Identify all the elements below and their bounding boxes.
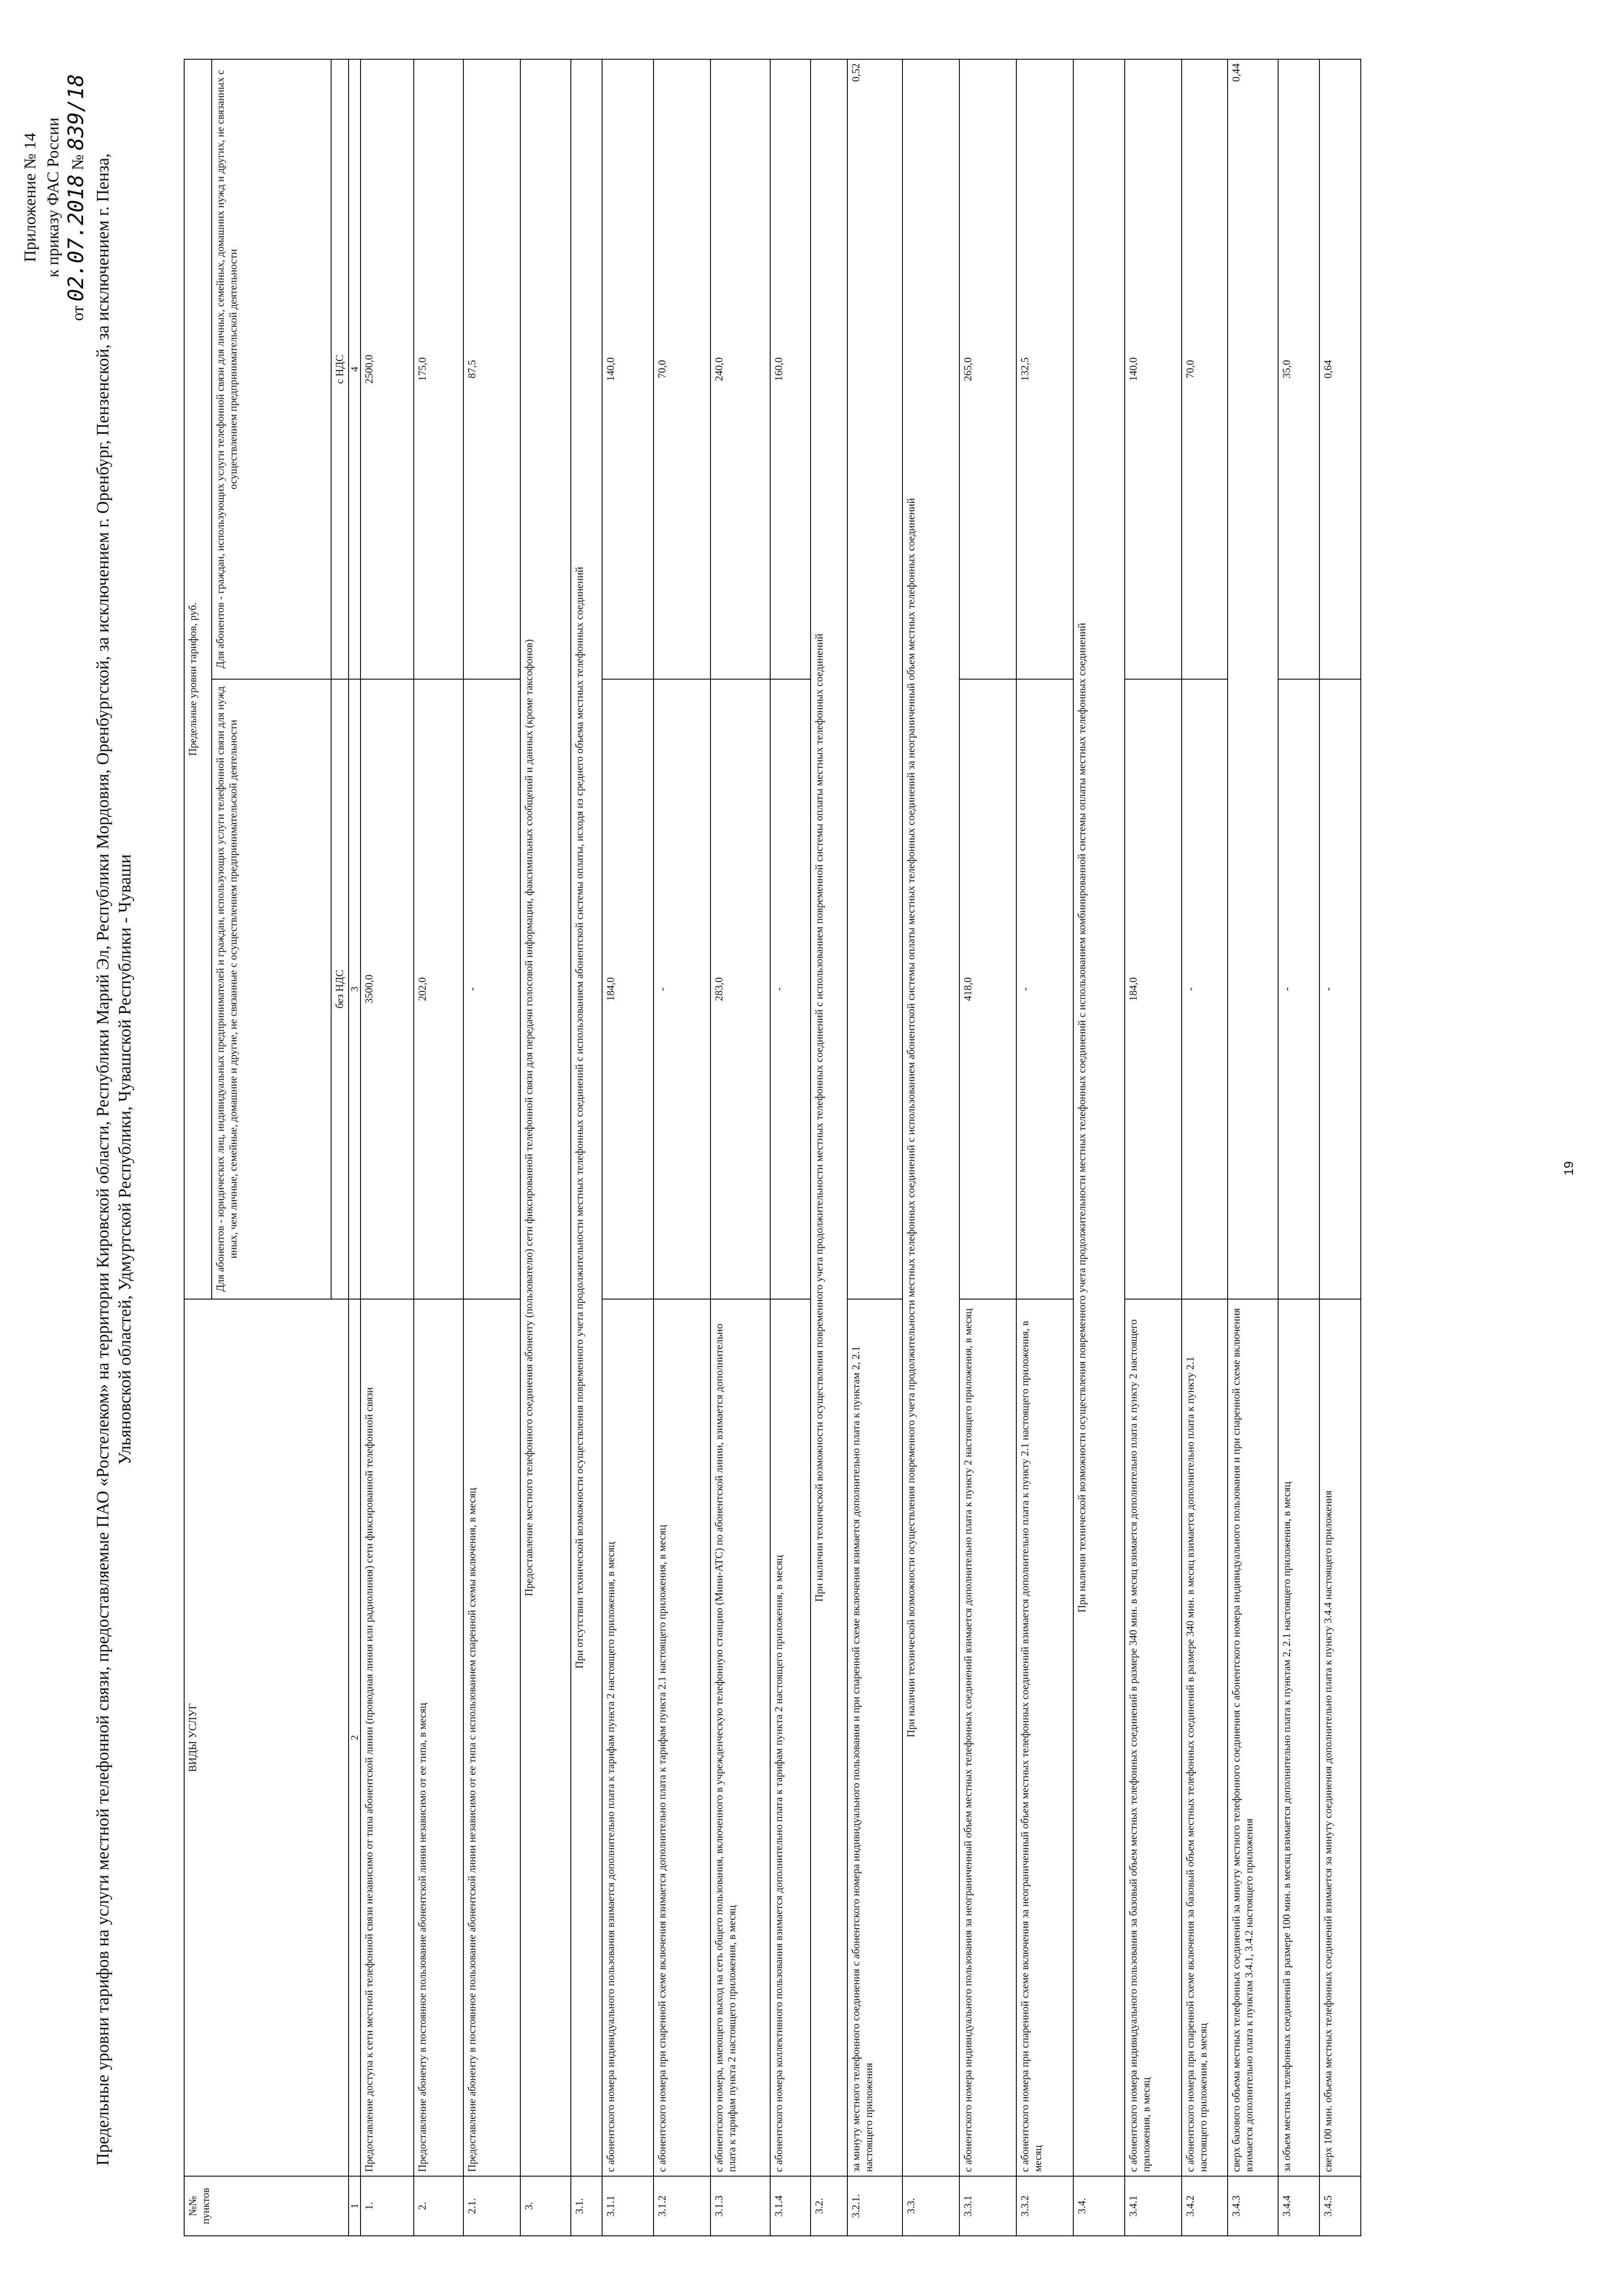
section-heading: При наличии технической возможности осуществления повременного учета продолжительности местных телефонных соединений с использованием повременной системы оплаты местных телефонных соединений: [811, 59, 847, 2176]
row-number: 3.2.1.: [847, 2176, 902, 2236]
tariff-with-vat: 175,0: [414, 59, 463, 679]
header-with-vat: с НДС: [331, 59, 349, 679]
tariff-table: [184, 59, 1361, 2236]
tariff-without-vat: -: [1016, 679, 1073, 1299]
row-number: 3.1.1: [602, 2176, 654, 2236]
header-services: ВИДЫ УСЛУГ: [184, 1299, 349, 2176]
service-description: Предоставление абоненту в постоянное пользование абонентской линии независимо от ее типа, в месяц: [414, 1299, 463, 2176]
column-index: 4: [349, 59, 361, 679]
column-index: 2: [349, 1299, 361, 2176]
service-description: Предоставление доступа к сети местной телефонной связи независимо от типа абонентской линии (проводная линия или радиолиния) сети фиксированной телефонной связи: [361, 1299, 414, 2176]
appendix-block: [18, 37, 89, 358]
row-number: 3.1.2: [654, 2176, 710, 2236]
section-heading: При отсутствии технической возможности осуществления повременного учета продолжительности местных телефонных соединений с использованием абонентской системы оплаты, исходя из среднего объема местных телефонных соединений: [571, 59, 602, 2176]
row-number: 1.: [361, 2176, 414, 2236]
service-description: с абонентского номера при спаренной схеме включения за неограниченный объем местных телефонных соединений взимается дополнительно плата к пункту 2.1 настоящего приложения, в месяц: [1016, 1299, 1073, 2176]
row-number: 3.4.3: [1228, 2176, 1278, 2236]
tariff-with-vat: 35,0: [1278, 59, 1319, 679]
service-description: сверх базового объема местных телефонных соединений за минуту местного телефонного соединения с абонентского номера индивидуального пользования и при спаренной схеме включения взимается дополнительно плата к пунктам 3.4.1, 3.4.2 настоящего приложения: [1228, 1299, 1278, 2176]
row-number: 3.1.: [571, 2176, 602, 2236]
service-description: с абонентского номера индивидуального пользования за неограниченный объем местных телефонных соединений взимается дополнительно плата к пункту 2 настоящего приложения, в месяц: [959, 1299, 1016, 2176]
row-number: 3.4.4: [1278, 2176, 1319, 2236]
document-title: Предельные уровни тарифов на услуги местной телефонной связи, предоставляемые ПАО «Ростелеком» на территории Кировской области, Республики Марий Эл, Республики Мордовия, Оренбургской, за исключением г. Оренбург, Пензенской, за исключением г. Пенза, Ульяновской областей, Удмуртской Республики, Чувашской Республики - Чуваши: [93, 153, 135, 2166]
tariff-without-vat: 283,0: [710, 679, 770, 1299]
service-description: с абонентского номера при спаренной схеме включения взимается дополнительно плата к тарифам пункта 2.1 настоящего приложения, в месяц: [654, 1299, 710, 2176]
tariff-with-vat: 140,0: [1125, 59, 1182, 679]
header-citizens: Для абонентов - граждан, использующих услуги телефонной связи для личных, семейных, домашних нужд и других, не связанных с осуществлением предпринимательской деятельности: [212, 59, 331, 679]
row-number: 3.2.: [811, 2176, 847, 2236]
date-prefix: от: [68, 305, 87, 321]
appendix-order: к приказу ФАС России: [44, 117, 62, 278]
tariff-with-vat: 0,64: [1319, 59, 1361, 679]
section-heading: При наличии технической возможности осуществления повременного учета продолжительности местных телефонных соединений с использованием комбинированной системы оплаты местных телефонных соединений: [1073, 59, 1125, 2176]
tariff-with-vat: 265,0: [959, 59, 1016, 679]
tariff-without-vat: 184,0: [1125, 679, 1182, 1299]
page-number: 19: [1561, 1161, 1576, 1176]
header-without-vat: без НДС: [331, 679, 349, 1299]
tariff-with-vat: 140,0: [602, 59, 654, 679]
tariff-without-vat: -: [1278, 679, 1319, 1299]
service-description: сверх 100 мин. объема местных телефонных соединений взимается за минуту соединения дополнительно плата к пункту 3.4.4 настоящего приложения: [1319, 1299, 1361, 2176]
service-description: с абонентского номера при спаренной схеме включения за базовый объем местных телефонных соединений в размере 340 мин. в месяц взимается дополнительно плата к пункту 2.1 настоящего приложения, в месяц: [1182, 1299, 1228, 2176]
row-number: 3.1.4: [770, 2176, 811, 2236]
service-description: с абонентского номера индивидуального пользования за базовый объем местных телефонных соединений в размере 340 мин. в месяц взимается дополнительно плата к пункту 2 настоящего приложения, в месяц: [1125, 1299, 1182, 2176]
tariff-with-vat: 160,0: [770, 59, 811, 679]
row-number: 2.: [414, 2176, 463, 2236]
tariff-with-vat: 87,5: [463, 59, 520, 679]
appendix-title: Приложение № 14: [21, 133, 39, 262]
row-number: 3.: [520, 2176, 571, 2236]
service-description: за минуту местного телефонного соединения с абонентского номера индивидуального пользования и при спаренной схеме включения взимается дополнительно плата к пунктам 2, 2.1 настоящего приложения: [847, 1299, 902, 2176]
header-item-number: №№ пунктов: [184, 2176, 349, 2236]
tariff-merged: 0,44: [1228, 59, 1278, 1299]
appendix-date-line: [64, 37, 89, 358]
section-heading: Предоставление местного телефонного соединения абоненту (пользователю) сети фиксированной телефонной связи для передачи голосовой информации, факсимильных сообщений и данных (кроме таксофонов): [520, 59, 571, 2176]
handwritten-date: 02.07.2018: [63, 174, 88, 302]
tariff-without-vat: 184,0: [602, 679, 654, 1299]
tariff-with-vat: 70,0: [654, 59, 710, 679]
column-index: 3: [349, 679, 361, 1299]
tariff-with-vat: 70,0: [1182, 59, 1228, 679]
service-description: с абонентского номера, имеющего выход на сеть общего пользования, включенного в учрежденческую телефонную станцию (Мини-АТС) по абонентской линии, взимается дополнительно плата к тарифам пункта 2 настоящего приложения, в месяц: [710, 1299, 770, 2176]
row-number: 3.1.3: [710, 2176, 770, 2236]
tariff-with-vat: 240,0: [710, 59, 770, 679]
header-legal-entities: Для абонентов - юридических лиц, индивидуальных предпринимателей и граждан, использующих услуги телефонной связи для нужд иных, чем личные, семейные, домашние и другие, не связанные с осуществлением предпринимательской деятельности: [212, 679, 331, 1299]
section-heading: При наличии технической возможности осуществления повременного учета продолжительности местных телефонных соединений с использованием абонентской системы оплаты местных телефонных соединений за неограниченный объем местных телефонных соединений: [902, 59, 959, 2176]
tariff-without-vat: -: [654, 679, 710, 1299]
row-number: 3.4.5: [1319, 2176, 1361, 2236]
tariff-without-vat: -: [1319, 679, 1361, 1299]
row-number: 3.3.: [902, 2176, 959, 2236]
tariff-without-vat: 202,0: [414, 679, 463, 1299]
tariff-without-vat: 3500,0: [361, 679, 414, 1299]
row-number: 3.3.1: [959, 2176, 1016, 2236]
row-number: 2.1.: [463, 2176, 520, 2236]
service-description: с абонентского номера индивидуального пользования взимается дополнительно плата к тарифам пункта 2 настоящего приложения, в месяц: [602, 1299, 654, 2176]
tariff-with-vat: 2500,0: [361, 59, 414, 679]
service-description: с абонентского номера коллективного пользования взимается дополнительно плата к тарифам пункта 2 настоящего приложения, в месяц: [770, 1299, 811, 2176]
tariff-with-vat: 132,5: [1016, 59, 1073, 679]
tariff-without-vat: -: [463, 679, 520, 1299]
handwritten-number: 839/18: [63, 74, 88, 151]
row-number: 3.4.2: [1182, 2176, 1228, 2236]
header-limits: Предельные уровни тарифов, руб.: [184, 59, 212, 1299]
number-prefix: №: [68, 154, 87, 170]
row-number: 3.4.: [1073, 2176, 1125, 2236]
tariff-without-vat: -: [1182, 679, 1228, 1299]
tariff-without-vat: 418,0: [959, 679, 1016, 1299]
row-number: 3.4.1: [1125, 2176, 1182, 2236]
tariff-merged: 0,52: [847, 59, 902, 1299]
service-description: Предоставление абоненту в постоянное пользование абонентской линии независимо от ее типа с использованием спаренной схемы включения, в месяц: [463, 1299, 520, 2176]
row-number: 3.3.2: [1016, 2176, 1073, 2236]
column-index: 1: [349, 2176, 361, 2236]
service-description: за объем местных телефонных соединений в размере 100 мин. в месяц взимается дополнительно плата к пунктам 2, 2.1 настоящего приложения, в месяц: [1278, 1299, 1319, 2176]
tariff-without-vat: -: [770, 679, 811, 1299]
